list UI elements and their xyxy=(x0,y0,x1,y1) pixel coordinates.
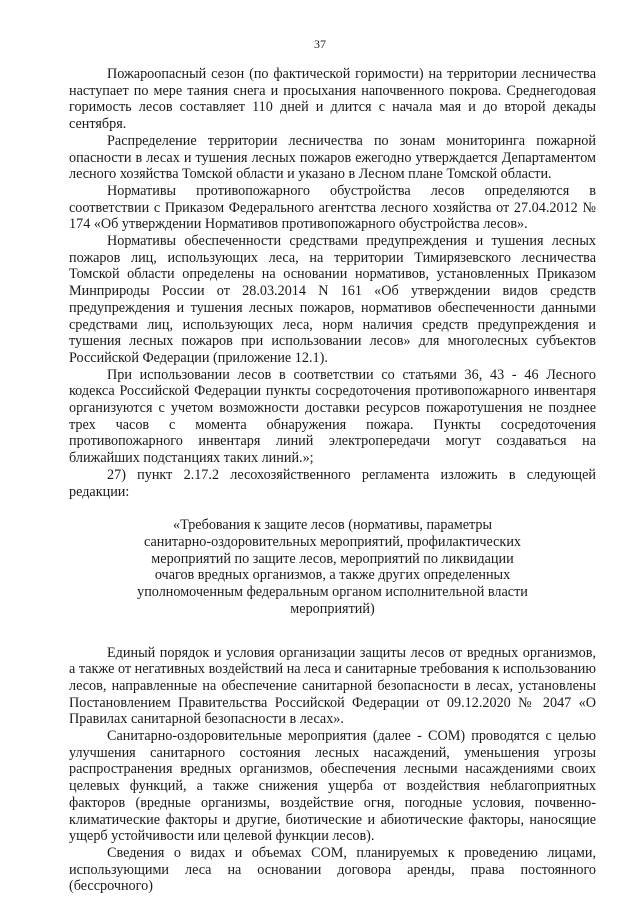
paragraph-inventory-points: При использовании лесов в соответствии со статьями 36, 43 - 46 Лесного кодекса Российской Федерации пункты сосредоточения противопожарного инвентаря организуются с учетом возможности доставки ресурсов пожаротушения не позднее трех часов с момента обнаружения пожара. Пункты сосредоточения противопожарного инвентаря линий электропередачи могут создаваться на ближайших подстанциях таких линий.»; xyxy=(69,366,596,467)
paragraph-fire-season: Пожароопасный сезон (по фактической горимости) на территории лесничества наступает по мере таяния снега и просыхания напочвенного покрова. Среднегодовая горимость лесов составляет 110 дней и длится с начала мая и до второй декады сентября. xyxy=(69,66,596,133)
paragraph-item-27: 27) пункт 2.17.2 лесохозяйственного регламента изложить в следующей редакции: xyxy=(69,466,596,500)
paragraph-sanitary-measures: Санитарно-оздоровительные мероприятия (далее - СОМ) проводятся с целью улучшения санитарного состояния лесных насаждений, уменьшения угрозы распространения вредных организмов, обеспечения лесными насаждениями своих целевых функций, а также снижения ущерба от воздействия неблагоприятных факторов (вредные организмы, воздействие огня, погодные условия, почвенно-климатические факторы и другие, биотические и абиотические факторы, наносящие ущерб устойчивости или целевой функции лесов). xyxy=(69,728,596,845)
paragraph-fire-prevention-norms: Нормативы противопожарного обустройства лесов определяются в соответствии с Приказом Федерального агентства лесного хозяйства от 27.04.2012 № 174 «Об утверждении Нормативов противопожарного обустройства лесов». xyxy=(69,182,596,233)
document-body xyxy=(69,66,596,895)
heading-line: санитарно-оздоровительных мероприятий, профилактических xyxy=(143,533,522,550)
paragraph-equipment-norms: Нормативы обеспеченности средствами предупреждения и тушения лесных пожаров лиц, использующих леса, на территории Тимирязевского лесничества Томской области определены на основании нормативов, установленных Приказом Минприроды России от 28.03.2014 N 161 «Об утверждении видов средств предупреждения и тушения лесных пожаров, нормативов обеспеченности данными средствами лиц, использующих леса, норм наличия средств предупреждения и тушения лесных пожаров при использовании лесов» для многолесных субъектов Российской Федерации (приложение 12.1). xyxy=(69,233,596,366)
heading-line: мероприятий) xyxy=(290,600,375,617)
paragraph-monitoring-zones: Распределение территории лесничества по зонам мониторинга пожарной опасности в лесах и тушения лесных пожаров ежегодно утверждается Департаментом лесного хозяйства Томской области и указано в Лесном плане Томской области. xyxy=(69,132,596,183)
page-number: 37 xyxy=(314,37,326,51)
section-heading xyxy=(111,517,554,617)
heading-line: уполномоченным федеральным органом исполнительной власти xyxy=(137,584,528,601)
paragraph-som-info: Сведения о видах и объемах СОМ, планируемых к проведению лицами, использующими леса на основании договора аренды, права постоянного (бессрочного) xyxy=(69,844,596,895)
heading-line: мероприятий по защите лесов, мероприятий по ликвидации xyxy=(151,550,514,567)
paragraph-protection-order: Единый порядок и условия организации защиты лесов от вредных организмов, а также от негативных воздействий на леса и санитарные требования к использованию лесов, направленные на обеспечение санитарной безопасности в лесах, установлены Постановлением Правительства Российской Федерации от 09.12.2020 № 2047 «О Правилах санитарной безопасности в лесах». xyxy=(69,644,596,728)
heading-line: очагов вредных организмов, а также других определенных xyxy=(154,567,511,584)
heading-line: «Требования к защите лесов (нормативы, параметры xyxy=(172,517,493,534)
